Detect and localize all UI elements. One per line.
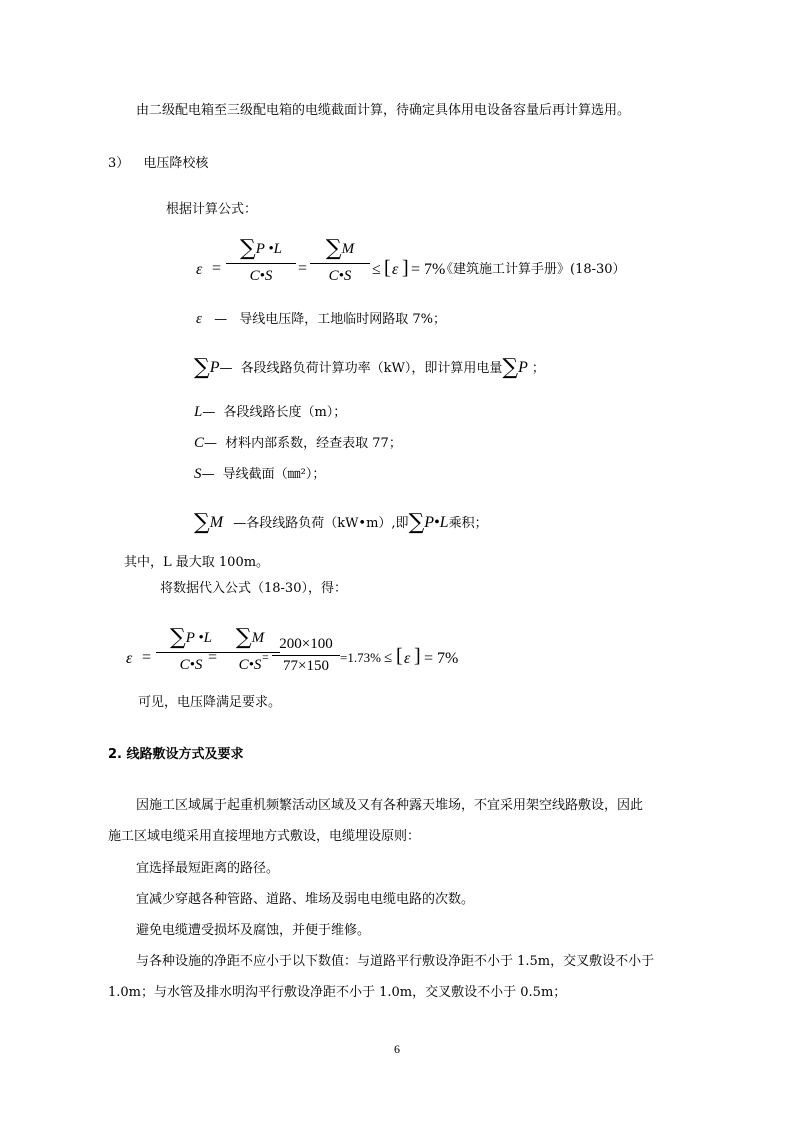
definition-text: 各段线路负荷（kW•m）,即 (246, 516, 409, 531)
definition-sum-p (194, 355, 545, 380)
formula-intro: 根据计算公式： (166, 202, 258, 217)
denominator: C•S (249, 268, 273, 284)
dash: — (214, 312, 228, 327)
equals-sign: = (142, 649, 152, 666)
denominator: 77×150 (283, 658, 329, 674)
limit-value: = 7% (424, 650, 459, 667)
epsilon-symbol: ε (392, 261, 399, 278)
dash: — (233, 516, 247, 531)
symbol: ε (196, 311, 202, 327)
fraction-m-over-cs (310, 236, 370, 284)
l-max-note: 其中，L 最大取 100m。 (124, 555, 270, 570)
equals-sign: = (208, 649, 218, 666)
sigma-symbol: ∑ (240, 236, 256, 261)
principle-item: 宜减少穿越各种管路、道路、堆场及弱电电缆电路的次数。 (136, 892, 475, 907)
numerator: P •L (185, 630, 212, 646)
left-bracket: [ (384, 257, 391, 279)
definition-text: 各段线路负荷计算功率（kW），即计算用电量 (240, 361, 503, 376)
section-2-paragraph-line-2: 施工区域电缆采用直接埋地方式敷设，电缆埋设原则： (108, 829, 421, 844)
equals-sign: = (298, 260, 308, 277)
fraction-numeric (272, 637, 340, 674)
right-bracket: ] (402, 257, 409, 279)
symbol: L (194, 404, 203, 420)
numerator: P •L (255, 241, 282, 257)
numerator: M (341, 241, 355, 257)
sigma-symbol: ∑ (502, 355, 519, 380)
left-bracket: [ (396, 645, 403, 667)
section-3-heading (108, 157, 208, 170)
substitute-intro: 将数据代入公式（18-30），得： (160, 581, 347, 596)
formula-source-citation: 《建筑施工计算手册》(18-30） (440, 262, 626, 277)
denominator: C•S (238, 657, 262, 673)
sigma-symbol: ∑ (325, 236, 342, 261)
definition-c (194, 436, 402, 451)
dash: — (202, 405, 216, 420)
symbol: C (194, 435, 205, 451)
section-title: 电压降校核 (143, 156, 209, 171)
definition-tail: 乘积； (448, 516, 488, 531)
principle-item: 宜选择最短距离的路径。 (136, 861, 280, 876)
result-value: =1.73% (340, 650, 381, 665)
symbol: P (209, 359, 220, 376)
clearance-line-2: 1.0m；与水管及排水明沟平行敷设净距不小于 1.0m，交叉敷设不小于 0.5m； (108, 985, 567, 1000)
section-number: 3） (108, 156, 130, 171)
definition-text: 材料内部系数，经查表取 77； (225, 436, 402, 451)
symbol: S (194, 466, 202, 482)
numerator: 200×100 (279, 636, 333, 652)
definition-sum-m (194, 510, 488, 535)
definition-s (194, 467, 325, 482)
denominator: C•S (328, 268, 352, 284)
right-bracket: ] (414, 645, 421, 667)
dash: — (204, 436, 218, 451)
principle-item: 避免电缆遭受损坏及腐蚀，并便于维修。 (136, 923, 371, 938)
symbol: P (518, 359, 528, 376)
definition-text: 导线电压降，工地临时网路取 7%； (239, 312, 446, 327)
epsilon-symbol: ε (196, 261, 203, 278)
definition-l (194, 405, 346, 420)
section-2-heading: 2. 线路敷设方式及要求 (108, 747, 244, 762)
denominator: C•S (179, 657, 203, 673)
intro-paragraph: 由二级配电箱至三级配电箱的电缆截面计算，待确定具体用电设备容量后再计算选用。 (136, 103, 631, 118)
punctuation: ； (531, 361, 545, 376)
definition-text: 各段线路长度（m）； (223, 405, 347, 420)
equals-sign: = (262, 650, 269, 664)
sigma-symbol: ∑ (235, 625, 252, 650)
dash: — (219, 361, 233, 376)
symbol: M (209, 514, 224, 531)
equals-sign: = (212, 260, 222, 277)
fraction-pl-over-cs (226, 236, 296, 284)
definition-epsilon (196, 312, 446, 327)
section-2-paragraph-line-1: 因施工区域属于起重机频繁活动区域及又有各种露天堆场，不宜采用架空线路敷设，因此 (136, 798, 644, 813)
page-number: 6 (394, 1042, 400, 1056)
fraction-m-over-cs (220, 625, 280, 673)
limit-value: = 7% (411, 261, 446, 278)
dash: — (201, 467, 215, 482)
clearance-line-1: 与各种设施的净距不应小于以下数值：与道路平行敷设净距不小于 1.5m，交叉敷设不小于 (136, 954, 655, 969)
sigma-symbol: ∑ (408, 510, 425, 535)
epsilon-symbol: ε (126, 650, 133, 667)
epsilon-symbol: ε (404, 650, 411, 667)
sigma-symbol: ∑ (194, 355, 210, 380)
sigma-symbol: ∑ (170, 625, 186, 650)
numerator: M (251, 630, 265, 646)
symbol: P•L (424, 514, 449, 531)
definition-text: 导线截面（㎜²）； (222, 467, 326, 482)
leq-sign: ≤ (372, 261, 381, 278)
conclusion-text: 可见，电压降满足要求。 (138, 695, 282, 710)
leq-sign: ≤ (384, 650, 393, 666)
sigma-symbol: ∑ (194, 510, 210, 535)
